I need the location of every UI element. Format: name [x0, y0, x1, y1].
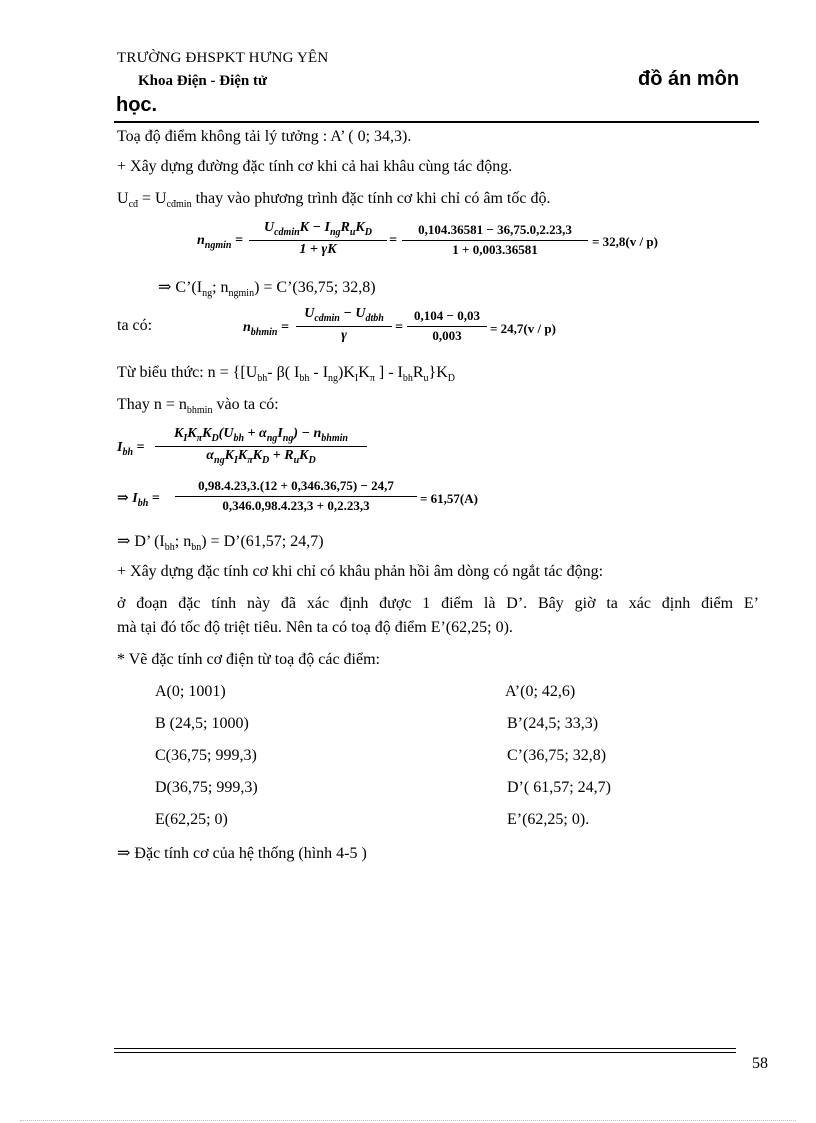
point-left: E(62,25; 0) — [155, 811, 228, 828]
eq2-fraction-numeric: 0,104 − 0,03 0,003 — [407, 308, 487, 344]
point-right: A’(0; 42,6) — [505, 683, 576, 700]
project-title-line2: học. — [116, 94, 158, 116]
text-line-10: ở đoạn đặc tính này đã xác định được 1 điểm là D’. Bây giờ ta xác định điểm E’ — [117, 595, 759, 612]
eq1-fraction-numeric: 0,104.36581 − 36,75.0,2.23,3 1 + 0,003.36581 — [402, 222, 588, 258]
footer-rule-top — [114, 1048, 736, 1049]
text-line-2: + Xây dựng đường đặc tính cơ khi cả hai khâu cùng tác động. — [117, 158, 513, 175]
eq2-result: = 24,7(v / p) — [490, 321, 556, 336]
page-number: 58 — [752, 1055, 768, 1072]
point-right: B’(24,5; 33,3) — [507, 715, 599, 732]
eq3-fraction: $K_IK_\pi K_D(U_{bh} + \alpha_{ng}I_{ng}) - n_{bhmin}$ $\alpha_{ng}K_IK_\pi K_D + R_uK_D$ — [155, 426, 367, 466]
project-title-line1: đồ án môn — [638, 68, 740, 90]
point-left: D(36,75; 999,3) — [155, 779, 258, 796]
text-line-11: mà tại đó tốc độ triệt tiêu. Nên ta có toạ độ điểm E’(62,25; 0). — [117, 619, 513, 636]
point-left: C(36,75; 999,3) — [155, 747, 257, 764]
eq2-fraction-symbolic: $U_{cdmin} - U_{dtbh}$ γ — [296, 306, 392, 344]
text-line-13: ⇒ Đặc tính cơ của hệ thống (hình 4-5 ) — [117, 845, 367, 862]
text-line-4: ⇒ $C’(I_{ng}$; $n_{ngmin}$) = C’(36,75; 32,8) — [158, 279, 376, 299]
footer-rule-bottom — [114, 1052, 736, 1053]
eq4-lhs: ⇒ $I_{bh}$ = — [117, 491, 160, 509]
eq1-fraction-symbolic: $U_{cdmin}K - I_{ng}R_uK_D$ 1 + γK — [249, 220, 387, 258]
eq3-lhs: $I_{bh}$ = — [117, 440, 145, 458]
eq4-fraction: 0,98.4.23,3.(12 + 0,346.36,75) − 24,7 0,346.0,98.4.23,3 + 0,2.23,3 — [175, 478, 417, 514]
point-right: E’(62,25; 0). — [507, 811, 590, 828]
point-left: B (24,5; 1000) — [155, 715, 249, 732]
school-name: TRƯỜNG ĐHSPKT HƯNG YÊN — [117, 50, 329, 66]
text-line-6: Từ biểu thức: $n = \{[U_{bh}-$ β( $I_{bh} - I_{ng})K_IK_\pi$ ] - $I_{bh}R_u\}K_D$ — [117, 364, 456, 384]
eq1-lhs: $n_{ngmin}$ = — [197, 233, 243, 251]
text-line-3: $U_{cđ} = U_{cđmin}$ thay vào phương trình đặc tính cơ khi chỉ có âm tốc độ. — [117, 190, 551, 210]
point-right: D’( 61,57; 24,7) — [507, 779, 611, 796]
eq2-lhs: $n_{bhmin}$ = — [243, 320, 289, 338]
text-line-9: + Xây dựng đặc tính cơ khi chỉ có khâu phản hồi âm dòng có ngắt tác động: — [117, 563, 604, 580]
eq1-result: = 32,8(v / p) — [592, 234, 658, 249]
text-line-12: * Vẽ đặc tính cơ điện từ toạ độ các điểm: — [117, 651, 380, 668]
point-right: C’(36,75; 32,8) — [507, 747, 607, 764]
point-left: A(0; 1001) — [155, 683, 226, 700]
page-bottom-border — [20, 1120, 796, 1121]
text-line-8: ⇒ D’ ($I_{bh}$; $n_{bn}$) = D’(61,57; 24,7) — [117, 533, 324, 553]
faculty-name: Khoa Điện - Điện tử — [138, 73, 268, 89]
header-rule — [114, 121, 759, 123]
text-line-1: Toạ độ điểm không tải lý tưởng : A’ ( 0; 34,3). — [117, 128, 412, 145]
eq4-result: = 61,57(A) — [420, 491, 478, 506]
text-line-7: Thay $n = n_{bhmin}$ vào ta có: — [117, 396, 279, 416]
text-line-5: ta có: — [117, 317, 153, 334]
